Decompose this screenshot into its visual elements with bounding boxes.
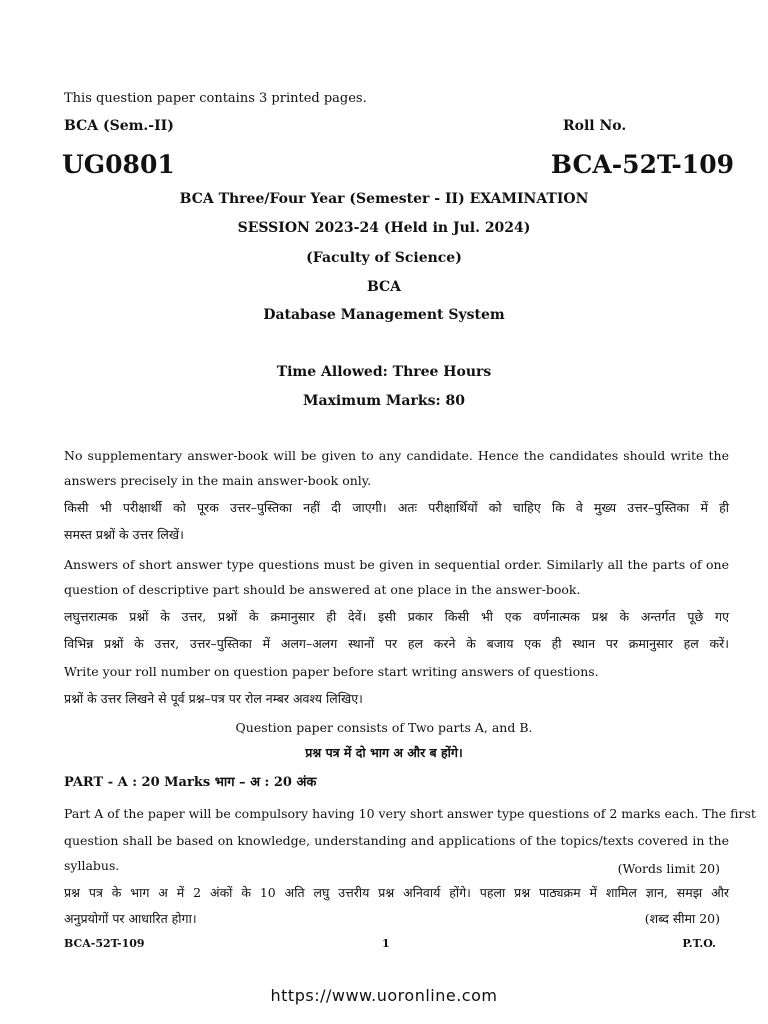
subject: Database Management System	[263, 307, 505, 323]
time-allowed: Time Allowed: Three Hours	[276, 364, 492, 380]
instruction-2-hi: लघुत्तरात्मक प्रश्नों के उत्तर, प्रश्नों के क्रमानुसार ही देवें। इसी प्रकार किसी भी एक वर्णनात्मक प्रश्न के अन्तर्गत पूछे गए	[64, 609, 729, 624]
instruction-2-en-cont: question of descriptive part should be answered at one place in the answer-book.	[64, 582, 581, 597]
exam-session: SESSION 2023-24 (Held in Jul. 2024)	[237, 220, 531, 236]
faculty: (Faculty of Science)	[306, 250, 462, 266]
paper-code-right: BCA-52T-109	[550, 150, 734, 179]
course-label: BCA (Sem.-II)	[64, 118, 174, 134]
pto-label: P.T.O.	[682, 937, 716, 950]
instruction-3-hi: प्रश्नों के उत्तर लिखने से पूर्व प्रश्न–पत्र पर रोल नम्बर अवश्य लिखिए।	[64, 691, 363, 706]
maximum-marks: Maximum Marks: 80	[303, 393, 465, 409]
part-a-heading	[64, 772, 316, 790]
instruction-3-en: Write your roll number on question paper before start writing answers of questions.	[64, 664, 599, 679]
parts-note-en: Question paper consists of Two parts A, and B.	[235, 720, 533, 735]
part-a-hi: प्रश्न पत्र के भाग अ में 2 अंकों के 10 अति लघु उत्तरीय प्रश्न अनिवार्य होंगे। पहला प्रश्न पाठ्यक्रम में शामिल ज्ञान, समझ और	[64, 885, 729, 900]
exam-title: BCA Three/Four Year (Semester - II) EXAMINATION	[179, 191, 589, 207]
pages-note: This question paper contains 3 printed pages.	[64, 91, 367, 106]
part-a-hi-cont: अनुप्रयोगों पर आधारित होगा।	[64, 911, 197, 926]
instruction-2-hi-cont: विभिन्न प्रश्नों के उत्तर, उत्तर–पुस्तिका में अलग–अलग स्थानों पर हल करने के बजाय एक ही स्थान पर क्रमानुसार हल करें।	[64, 636, 729, 651]
source-url: https://www.uoronline.com	[270, 986, 498, 1005]
instruction-1-hi-cont: समस्त प्रश्नों के उत्तर लिखें।	[64, 527, 184, 542]
words-limit-hi: (शब्द सीमा 20)	[644, 911, 720, 926]
instruction-1-hi: किसी भी परीक्षार्थी को पूरक उत्तर–पुस्तिका नहीं दी जाएगी। अतः परीक्षार्थियों को चाहिए कि वे मुख्य उत्तर–पुस्तिका में ही	[64, 500, 729, 515]
paper-code-left: UG0801	[62, 150, 175, 179]
words-limit: (Words limit 20)	[617, 861, 720, 876]
program: BCA	[366, 279, 402, 295]
part-a-desc-cont: question shall be based on knowledge, understanding and applications of the topics/texts covered in the	[64, 833, 729, 848]
roll-number-label: Roll No.	[563, 118, 627, 134]
parts-note-hi: प्रश्न पत्र में दो भाग अ और ब होंगे।	[305, 745, 463, 760]
footer-code: BCA-52T-109	[64, 937, 145, 950]
part-a-heading-en: PART - A : 20 Marks	[64, 775, 211, 790]
instruction-1-en: No supplementary answer-book will be given to any candidate. Hence the candidates should write the	[64, 448, 729, 463]
part-a-desc: Part A of the paper will be compulsory having 10 very short answer type questions of 2 marks each. The first	[64, 806, 756, 821]
part-a-heading-hi: भाग – अ : 20 अंक	[214, 775, 317, 790]
page-number: 1	[382, 937, 390, 950]
instruction-1-en-cont: answers precisely in the main answer-book only.	[64, 473, 372, 488]
instruction-2-en: Answers of short answer type questions must be given in sequential order. Similarly all the parts of one	[64, 557, 729, 572]
part-a-desc-end: syllabus.	[64, 858, 120, 873]
